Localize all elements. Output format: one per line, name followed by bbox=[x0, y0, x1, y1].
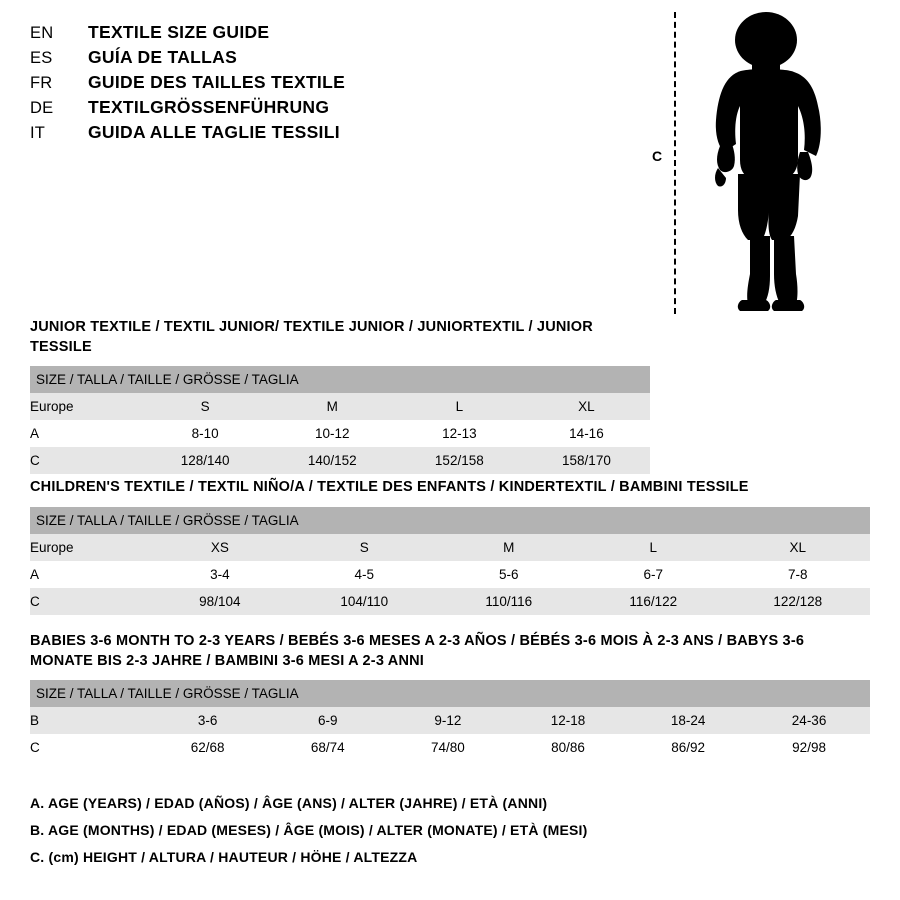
cell-value: 86/92 bbox=[628, 734, 748, 761]
title-text-de: TEXTILGRÖSSENFÜHRUNG bbox=[88, 97, 330, 117]
title-lang-es: ES bbox=[30, 49, 53, 67]
section-junior bbox=[30, 318, 650, 474]
cell-value: 92/98 bbox=[748, 734, 870, 761]
cell-value: 18-24 bbox=[628, 707, 748, 734]
table-row bbox=[30, 420, 650, 447]
cell-value: M bbox=[437, 534, 581, 561]
cell-value: 4-5 bbox=[292, 561, 436, 588]
section-heading-children: CHILDREN'S TEXTILE / TEXTIL NIÑO/A / TEXTILE DES ENFANTS / KINDERTEXTIL / BAMBINI TESSILE bbox=[30, 479, 749, 495]
legend-line-a: A. AGE (YEARS) / EDAD (AÑOS) / ÂGE (ANS) / ALTER (JAHRE) / ETÀ (ANNI) bbox=[30, 795, 548, 811]
cell-value: 116/122 bbox=[581, 588, 725, 615]
table-row bbox=[30, 534, 870, 561]
table-row bbox=[30, 707, 870, 734]
section-heading-babies: BABIES 3-6 MONTH TO 2-3 YEARS / BEBÉS 3-6 MESES A 2-3 AÑOS / BÉBÉS 3-6 MOIS À 2-3 ANS / BABYS 3-6 MONATE BIS 2-3 JAHRE / BAMBINI 3-6 MESI A 2-3 ANNI bbox=[30, 633, 805, 669]
table-header-row bbox=[30, 680, 870, 707]
cell-value: 80/86 bbox=[508, 734, 628, 761]
cell-value: 3-6 bbox=[148, 707, 268, 734]
legend-line-b: B. AGE (MONTHS) / EDAD (MESES) / ÂGE (MOIS) / ALTER (MONATE) / ETÀ (MESI) bbox=[30, 822, 588, 838]
cell-value: 3-4 bbox=[148, 561, 292, 588]
cell-value: 140/152 bbox=[269, 447, 396, 474]
junior-size-table bbox=[30, 366, 650, 474]
title-lang-it: IT bbox=[30, 124, 46, 142]
row-label: C bbox=[30, 588, 148, 615]
title-row bbox=[30, 97, 650, 118]
child-silhouette-icon bbox=[694, 10, 844, 315]
table-row bbox=[30, 561, 870, 588]
height-figure bbox=[652, 8, 872, 318]
cell-value: 24-36 bbox=[748, 707, 870, 734]
cell-value: S bbox=[142, 393, 269, 420]
cell-value: 8-10 bbox=[142, 420, 269, 447]
cell-value: 6-9 bbox=[268, 707, 388, 734]
cell-value: 158/170 bbox=[523, 447, 650, 474]
cell-value: L bbox=[396, 393, 523, 420]
cell-value: 152/158 bbox=[396, 447, 523, 474]
title-lang-de: DE bbox=[30, 99, 54, 117]
junior-header-label: SIZE / TALLA / TAILLE / GRÖSSE / TAGLIA bbox=[30, 366, 650, 393]
cell-value: 110/116 bbox=[437, 588, 581, 615]
cell-value: L bbox=[581, 534, 725, 561]
title-block bbox=[30, 22, 650, 147]
cell-value: 10-12 bbox=[269, 420, 396, 447]
title-row bbox=[30, 47, 650, 68]
cell-value: 98/104 bbox=[148, 588, 292, 615]
section-heading-junior: JUNIOR TEXTILE / TEXTIL JUNIOR/ TEXTILE JUNIOR / JUNIORTEXTIL / JUNIOR TESSILE bbox=[30, 319, 593, 355]
children-header-label: SIZE / TALLA / TAILLE / GRÖSSE / TAGLIA bbox=[30, 507, 870, 534]
table-row bbox=[30, 588, 870, 615]
row-label: Europe bbox=[30, 393, 142, 420]
table-row bbox=[30, 447, 650, 474]
table-row bbox=[30, 393, 650, 420]
cell-value: XL bbox=[523, 393, 650, 420]
cell-value: 6-7 bbox=[581, 561, 725, 588]
cell-value: 7-8 bbox=[725, 561, 870, 588]
title-text-it: GUIDA ALLE TAGLIE TESSILI bbox=[88, 122, 340, 142]
title-lang-fr: FR bbox=[30, 74, 53, 92]
cell-value: XS bbox=[148, 534, 292, 561]
legend-block bbox=[30, 795, 870, 876]
cell-value: M bbox=[269, 393, 396, 420]
cell-value: 12-13 bbox=[396, 420, 523, 447]
section-children bbox=[30, 478, 870, 615]
row-label: B bbox=[30, 707, 148, 734]
title-row bbox=[30, 72, 650, 93]
title-lang-en: EN bbox=[30, 24, 54, 42]
table-header-row bbox=[30, 507, 870, 534]
cell-value: 14-16 bbox=[523, 420, 650, 447]
cell-value: 122/128 bbox=[725, 588, 870, 615]
cell-value: 5-6 bbox=[437, 561, 581, 588]
row-label: C bbox=[30, 447, 142, 474]
cell-value: 62/68 bbox=[148, 734, 268, 761]
cell-value: 104/110 bbox=[292, 588, 436, 615]
title-text-es: GUÍA DE TALLAS bbox=[88, 47, 238, 67]
title-text-en: TEXTILE SIZE GUIDE bbox=[88, 22, 270, 42]
babies-size-table bbox=[30, 680, 870, 761]
row-label: A bbox=[30, 561, 148, 588]
height-measure-label: C bbox=[652, 148, 663, 164]
cell-value: 68/74 bbox=[268, 734, 388, 761]
cell-value: XL bbox=[725, 534, 870, 561]
cell-value: S bbox=[292, 534, 436, 561]
cell-value: 128/140 bbox=[142, 447, 269, 474]
children-size-table bbox=[30, 507, 870, 615]
cell-value: 9-12 bbox=[388, 707, 508, 734]
title-row bbox=[30, 122, 650, 143]
babies-header-label: SIZE / TALLA / TAILLE / GRÖSSE / TAGLIA bbox=[30, 680, 870, 707]
row-label: C bbox=[30, 734, 148, 761]
section-babies bbox=[30, 632, 870, 761]
height-dashed-line bbox=[674, 12, 676, 314]
title-row bbox=[30, 22, 650, 43]
table-header-row bbox=[30, 366, 650, 393]
table-row bbox=[30, 734, 870, 761]
cell-value: 12-18 bbox=[508, 707, 628, 734]
cell-value: 74/80 bbox=[388, 734, 508, 761]
legend-line-c: C. (cm) HEIGHT / ALTURA / HAUTEUR / HÖHE / ALTEZZA bbox=[30, 849, 418, 865]
title-text-fr: GUIDE DES TAILLES TEXTILE bbox=[88, 72, 346, 92]
row-label: A bbox=[30, 420, 142, 447]
row-label: Europe bbox=[30, 534, 148, 561]
